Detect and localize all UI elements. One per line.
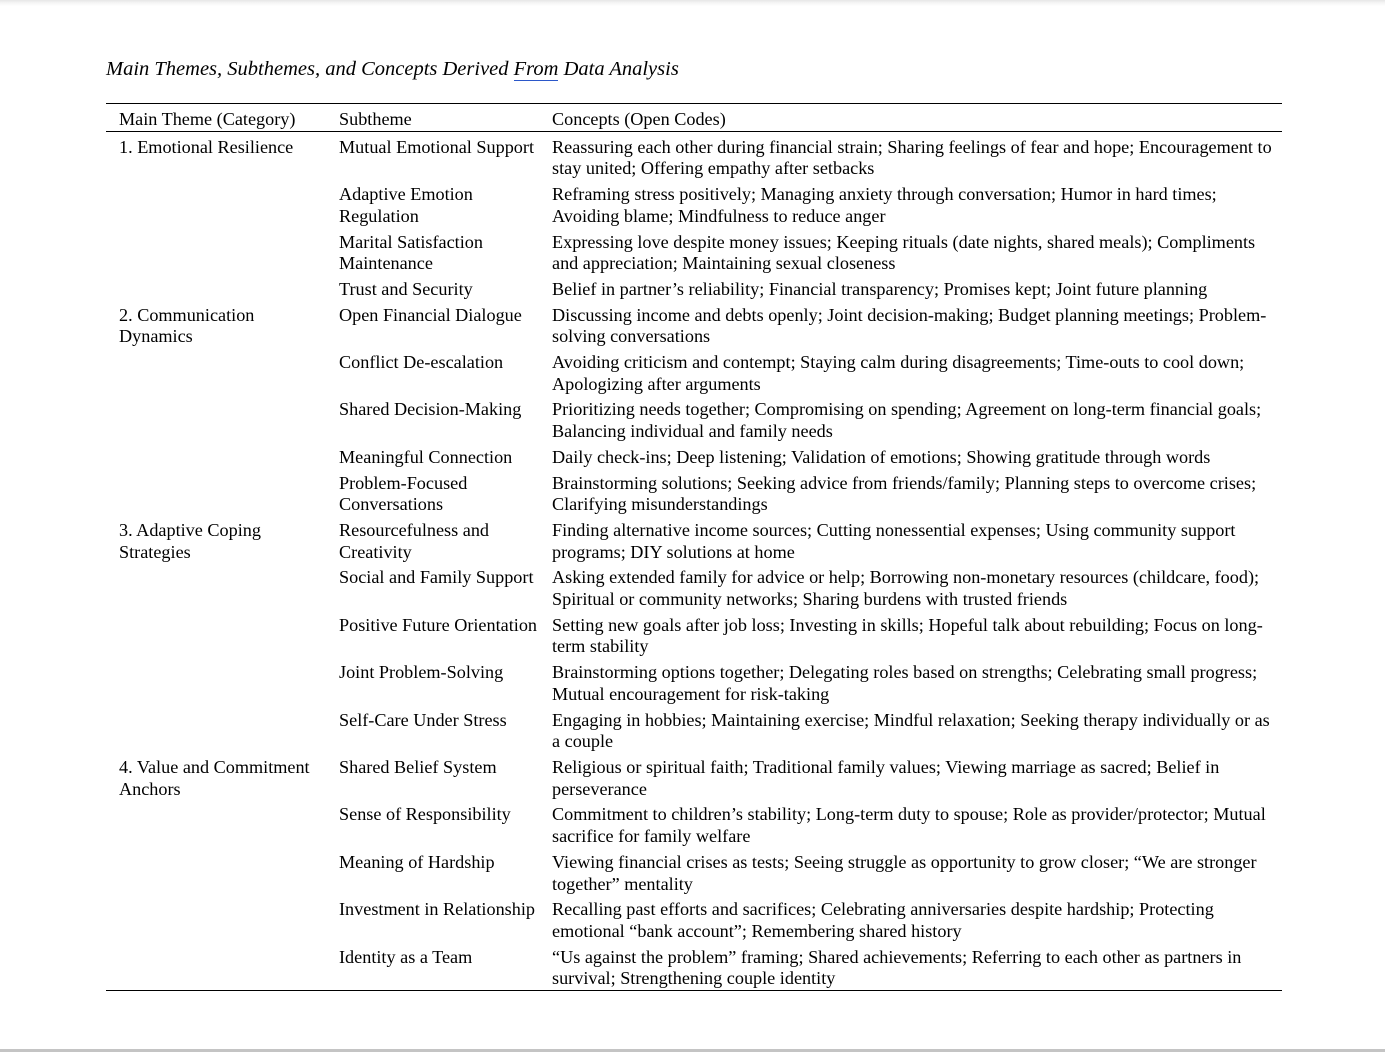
table-row: [106, 611, 1282, 658]
concepts-cell: Brainstorming solutions; Seeking advice from friends/family; Planning steps to overcome crises; Clarifying misunderstandings: [552, 472, 1257, 515]
table-row: [106, 800, 1282, 847]
caption-flagged-word[interactable]: From: [513, 58, 559, 80]
concepts-cell: Avoiding criticism and contempt; Staying calm during disagreements; Time-outs to cool down; Apologizing after arguments: [552, 352, 1245, 394]
table-row: [106, 180, 1282, 227]
table-row: [106, 943, 1282, 991]
subtheme-cell: Meaningful Connection: [339, 446, 513, 467]
concepts-cell: Finding alternative income sources; Cutting nonessential expenses; Using community support programs; DIY solutions at home: [552, 519, 1236, 562]
subtheme-cell: Sense of Responsibility: [339, 804, 511, 825]
concepts-cell: Expressing love despite money issues; Keeping rituals (date nights, shared meals); Compliments and appreciation; Maintaining sexual closeness: [552, 231, 1256, 274]
table-row: [106, 348, 1282, 395]
concepts-cell: Engaging in hobbies; Maintaining exercise; Mindful relaxation; Seeking therapy individually or as a couple: [552, 709, 1270, 752]
table-row: [106, 563, 1282, 610]
main-theme-cell: [106, 611, 326, 658]
subtheme-cell: Self-Care Under Stress: [339, 709, 507, 730]
subtheme-cell: Open Financial Dialogue: [339, 304, 522, 325]
subtheme-cell: Resourcefulness and Creativity: [339, 519, 490, 562]
main-theme-cell: 2. Communication Dynamics: [119, 304, 255, 347]
main-theme-cell: [106, 395, 326, 442]
concepts-cell: Religious or spiritual faith; Traditional family values; Viewing marriage as sacred; Belief in perseverance: [552, 756, 1220, 799]
subtheme-cell: Trust and Security: [339, 278, 473, 299]
subtheme-cell: Investment in Relationship: [339, 899, 535, 920]
concepts-cell: Viewing financial crises as tests; Seeing struggle as opportunity to grow closer; “We are stronger together” mentality: [552, 851, 1257, 894]
main-theme-cell: [106, 563, 326, 610]
main-theme-cell: [106, 706, 326, 753]
subtheme-cell: Conflict De-escalation: [339, 352, 504, 373]
main-theme-cell: [106, 348, 326, 395]
main-theme-cell: [106, 800, 326, 847]
table-caption: [106, 54, 1282, 84]
main-theme-cell: [106, 228, 326, 275]
header-row: [106, 104, 1282, 132]
table-body: [106, 131, 1282, 990]
table-row: [106, 753, 1282, 800]
header-subtheme: Subtheme: [326, 104, 539, 132]
concepts-cell: Daily check-ins; Deep listening; Validation of emotions; Showing gratitude through words: [552, 446, 1211, 467]
main-theme-cell: [106, 943, 326, 991]
table-row: [106, 895, 1282, 942]
subtheme-cell: Adaptive Emotion Regulation: [339, 184, 473, 226]
table-row: [106, 706, 1282, 753]
main-theme-cell: [106, 443, 326, 469]
subtheme-cell: Shared Decision-Making: [339, 399, 522, 420]
main-theme-cell: [106, 895, 326, 942]
main-theme-cell: [106, 848, 326, 895]
concepts-cell: Asking extended family for advice or help; Borrowing non-monetary resources (childcare, food); Spiritual or community networks; Sharing burdens with trusted friends: [552, 567, 1260, 610]
document-page: [106, 54, 1282, 991]
concepts-cell: Setting new goals after job loss; Investing in skills; Hopeful talk about rebuilding; Focus on long-term stability: [552, 614, 1263, 657]
table-row: [106, 848, 1282, 895]
main-theme-cell: 1. Emotional Resilience: [119, 136, 294, 157]
subtheme-cell: Joint Problem-Solving: [339, 662, 504, 683]
concepts-cell: Commitment to children’s stability; Long-term duty to spouse; Role as provider/protector; Mutual sacrifice for family welfare: [552, 804, 1266, 847]
table-row: [106, 131, 1282, 180]
concepts-cell: Recalling past efforts and sacrifices; Celebrating anniversaries despite hardship; Protecting emotional “bank account”; Remembering shared history: [552, 899, 1214, 941]
caption-text-after: Data Analysis: [558, 58, 679, 80]
table-row: [106, 228, 1282, 275]
subtheme-cell: Problem-Focused Conversations: [339, 472, 468, 515]
main-theme-cell: [106, 658, 326, 705]
table-row: [106, 516, 1282, 563]
subtheme-cell: Meaning of Hardship: [339, 851, 495, 872]
subtheme-cell: Positive Future Orientation: [339, 614, 538, 635]
table-header: [106, 104, 1282, 132]
main-theme-cell: 3. Adaptive Coping Strategies: [119, 519, 261, 562]
window-top-shadow: [0, 0, 1385, 6]
header-concepts: Concepts (Open Codes): [539, 104, 1282, 132]
table-row: [106, 395, 1282, 442]
table-row: [106, 658, 1282, 705]
themes-table: [106, 103, 1282, 991]
main-theme-cell: [106, 275, 326, 301]
main-theme-cell: [106, 180, 326, 227]
subtheme-cell: Social and Family Support: [339, 567, 534, 588]
subtheme-cell: Identity as a Team: [326, 943, 539, 991]
table-row: [106, 275, 1282, 301]
subtheme-cell: Mutual Emotional Support: [339, 136, 535, 157]
header-main-theme: Main Theme (Category): [106, 104, 326, 132]
caption-text-before: Main Themes, Subthemes, and Concepts Derived: [106, 58, 514, 80]
subtheme-cell: Marital Satisfaction Maintenance: [339, 231, 483, 274]
subtheme-cell: Shared Belief System: [339, 756, 497, 777]
concepts-cell: Reassuring each other during financial strain; Sharing feelings of fear and hope; Encouragement to stay united; Offering empathy after setbacks: [552, 136, 1272, 179]
concepts-cell: Belief in partner’s reliability; Financial transparency; Promises kept; Joint future planning: [552, 278, 1208, 299]
concepts-cell: Reframing stress positively; Managing anxiety through conversation; Humor in hard times; Avoiding blame; Mindfulness to reduce anger: [552, 184, 1217, 226]
concepts-cell: Brainstorming options together; Delegating roles based on strengths; Celebrating small progress; Mutual encouragement for risk-taking: [552, 662, 1258, 704]
concepts-cell: “Us against the problem” framing; Shared achievements; Referring to each other as partners in survival; Strengthening couple identity: [539, 943, 1282, 991]
main-theme-cell: [106, 469, 326, 516]
concepts-cell: Discussing income and debts openly; Joint decision-making; Budget planning meetings; Problem-solving conversations: [552, 304, 1267, 347]
table-row: [106, 443, 1282, 469]
table-row: [106, 301, 1282, 348]
main-theme-cell: 4. Value and Commitment Anchors: [119, 756, 310, 799]
table-row: [106, 469, 1282, 516]
concepts-cell: Prioritizing needs together; Compromising on spending; Agreement on long-term financial goals; Balancing individual and family needs: [552, 399, 1262, 442]
